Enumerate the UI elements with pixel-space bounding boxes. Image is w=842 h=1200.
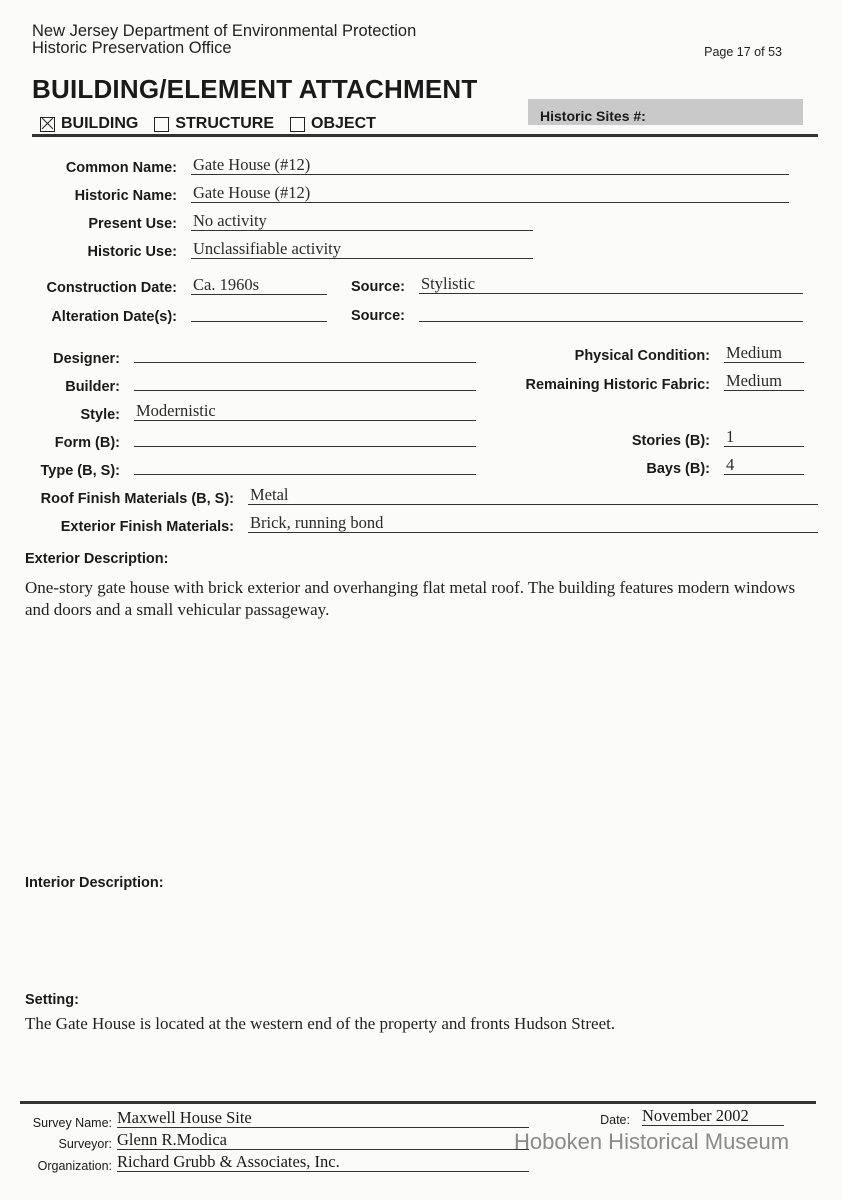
historic-name-field[interactable]: Gate House (#12) (191, 183, 789, 203)
type-option-label: OBJECT (311, 115, 376, 132)
interior-description-heading: Interior Description: (25, 875, 164, 891)
construction-date-label: Construction Date: (46, 280, 177, 296)
roof-materials-field[interactable]: Metal (248, 485, 818, 505)
alteration-dates-field[interactable] (191, 302, 327, 322)
alteration-source-field[interactable] (419, 302, 803, 322)
agency-name: New Jersey Department of Environmental Protection (32, 22, 417, 40)
type-option-structure[interactable] (154, 115, 274, 133)
exterior-description-heading: Exterior Description: (25, 551, 169, 567)
setting-text[interactable]: The Gate House is located at the western end of the property and fronts Hudson Street. (25, 1014, 616, 1033)
construction-source-label: Source: (351, 279, 405, 295)
resource-type-options (40, 115, 392, 133)
type-option-label: BUILDING (61, 115, 139, 132)
construction-source-field[interactable]: Stylistic (419, 274, 803, 294)
type-option-object[interactable] (290, 115, 376, 133)
empty-checkbox-icon[interactable] (154, 117, 169, 132)
historic-name-label: Historic Name: (74, 188, 177, 204)
present-use-label: Present Use: (88, 216, 177, 232)
historic-use-label: Historic Use: (87, 244, 177, 260)
date-label: Date: (600, 1113, 630, 1127)
builder-field[interactable] (134, 371, 476, 391)
bays-field[interactable]: 4 (724, 455, 804, 475)
physical-condition-label: Physical Condition: (574, 348, 710, 364)
type-option-building[interactable] (40, 115, 138, 133)
common-name-label: Common Name: (65, 160, 177, 176)
alteration-dates-label: Alteration Date(s): (51, 309, 177, 325)
remaining-fabric-field[interactable]: Medium (724, 371, 804, 391)
empty-checkbox-icon[interactable] (290, 117, 305, 132)
exterior-description-text[interactable]: One-story gate house with brick exterior and overhanging flat metal roof. The building features modern windows and doors and a small vehicular passageway. (25, 578, 796, 619)
alteration-source-label: Source: (351, 308, 405, 324)
page-number: Page 17 of 53 (704, 45, 782, 59)
remaining-fabric-label: Remaining Historic Fabric: (525, 377, 710, 393)
footer-divider (20, 1101, 816, 1104)
historic-sites-box[interactable] (528, 99, 803, 125)
stories-label: Stories (B): (631, 433, 710, 449)
exterior-finish-field[interactable]: Brick, running bond (248, 513, 818, 533)
physical-condition-field[interactable]: Medium (724, 343, 804, 363)
common-name-field[interactable]: Gate House (#12) (191, 155, 789, 175)
survey-name-label: Survey Name: (32, 1116, 112, 1130)
museum-watermark: Hoboken Historical Museum (514, 1129, 790, 1154)
surveyor-field[interactable]: Glenn R.Modica (117, 1130, 529, 1150)
form-label: Form (B): (54, 435, 120, 451)
designer-label: Designer: (53, 351, 120, 367)
type-field[interactable] (134, 455, 476, 475)
office-name: Historic Preservation Office (32, 39, 232, 57)
header-divider (32, 134, 818, 137)
type-option-label: STRUCTURE (175, 115, 274, 132)
setting-heading: Setting: (25, 992, 79, 1008)
date-field[interactable]: November 2002 (642, 1106, 784, 1126)
roof-materials-label: Roof Finish Materials (B, S): (40, 491, 234, 507)
survey-name-field[interactable]: Maxwell House Site (117, 1108, 529, 1128)
builder-label: Builder: (65, 379, 120, 395)
present-use-field[interactable]: No activity (191, 211, 533, 231)
form-field[interactable] (134, 427, 476, 447)
style-field[interactable]: Modernistic (134, 401, 476, 421)
construction-date-field[interactable]: Ca. 1960s (191, 275, 327, 295)
historic-use-field[interactable]: Unclassifiable activity (191, 239, 533, 259)
type-label: Type (B, S): (40, 463, 120, 479)
historic-sites-label: Historic Sites #: (540, 108, 646, 124)
exterior-finish-label: Exterior Finish Materials: (60, 519, 234, 535)
checked-checkbox-icon[interactable] (40, 117, 55, 132)
organization-label: Organization: (37, 1159, 112, 1173)
organization-field[interactable]: Richard Grubb & Associates, Inc. (117, 1152, 529, 1172)
stories-field[interactable]: 1 (724, 427, 804, 447)
style-label: Style: (80, 407, 120, 423)
bays-label: Bays (B): (646, 461, 710, 477)
surveyor-label: Surveyor: (58, 1137, 112, 1151)
designer-field[interactable] (134, 343, 476, 363)
form-title: BUILDING/ELEMENT ATTACHMENT (32, 74, 478, 104)
